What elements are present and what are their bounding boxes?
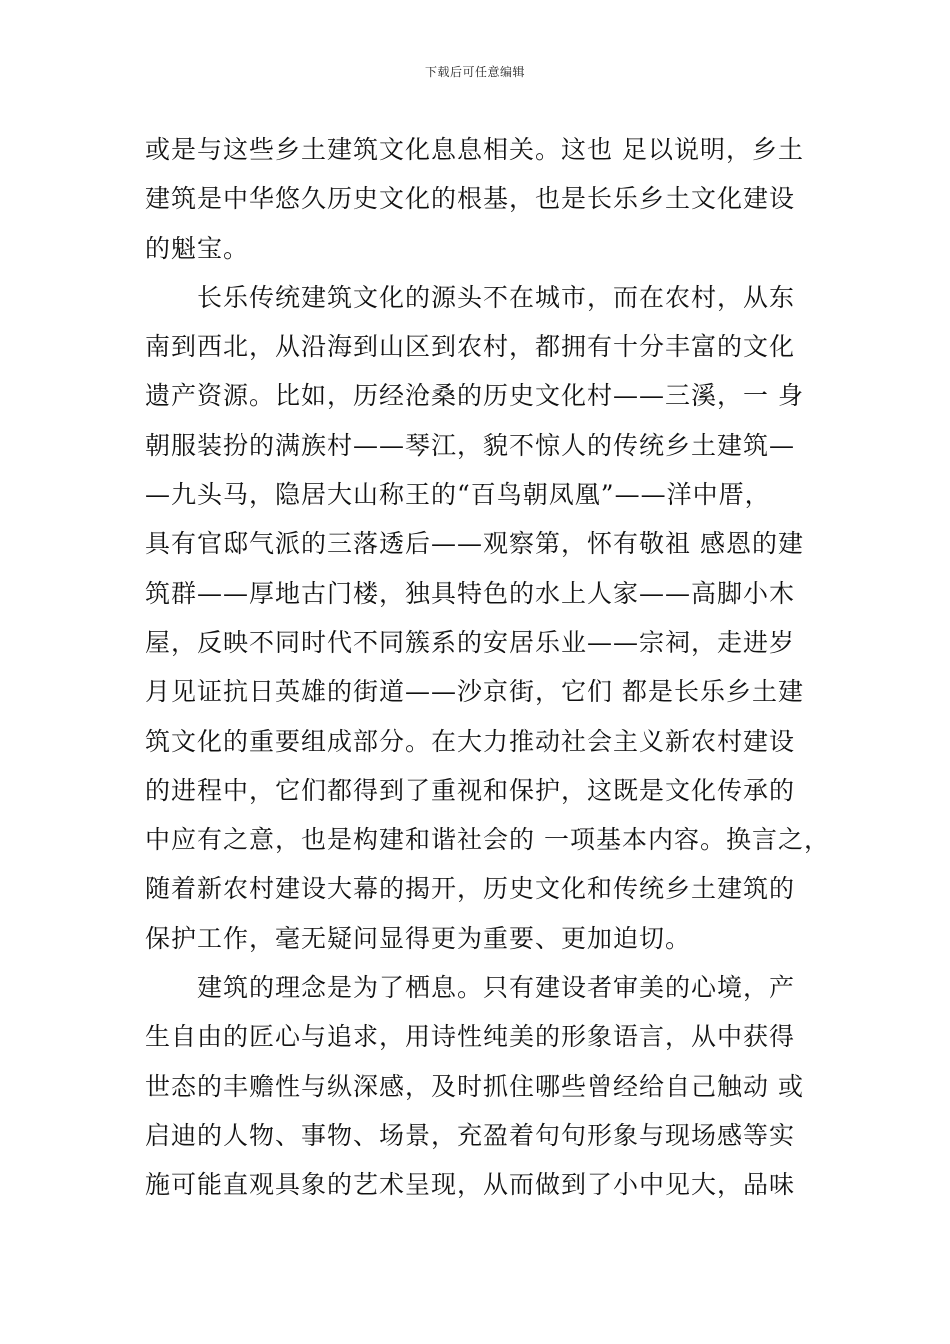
text-line: 南到西北，从沿海到山区到农村，都拥有十分丰富的文化 [145,332,796,362]
text-line: 月见证抗日英雄的街道——沙京街，它们 都是长乐乡土建 [145,677,804,707]
text-line: 朝服装扮的满族村——琴江，貌不惊人的传统乡土建筑— [145,430,796,460]
text-line: 遗产资源。比如，历经沧桑的历史文化村——三溪，一 身 [145,381,804,411]
text-line: 或是与这些乡土建筑文化息息相关。这也 足以说明，乡土 [145,135,804,164]
text-line: 建筑的理念是为了栖息。只有建设者审美的心境，产 [145,973,796,1003]
text-line: 保护工作，毫无疑问显得更为重要、更加迫切。 [145,923,692,953]
text-line: 生自由的匠心与追求，用诗性纯美的形象语言，从中获得 [145,1022,796,1052]
text-line: 建筑是中华悠久历史文化的根基，也是长乐乡土文化建设 [145,184,796,214]
text-line: 随着新农村建设大幕的揭开，历史文化和传统乡土建筑的 [145,874,796,904]
text-line: 筑文化的重要组成部分。在大力推动社会主义新农村建设 [145,726,796,756]
text-line: 施可能直观具象的艺术呈现，从而做到了小中见大，品味 [145,1170,796,1200]
body-text [145,125,835,1210]
text-line: 筑群——厚地古门楼，独具特色的水上人家——高脚小木 [145,578,796,608]
page-header: 下载后可任意编辑 [424,65,525,79]
text-line: 启迪的人物、事物、场景，充盈着句句形象与现场感等实 [145,1120,796,1150]
text-line: —九头马，隐居大山称王的“百鸟朝凤凰”——洋中厝， [145,480,771,510]
text-line: 的魁宝。 [145,233,250,263]
text-line: 长乐传统建筑文化的源头不在城市，而在农村，从东 [145,282,796,312]
text-line: 世态的丰赡性与纵深感，及时抓住哪些曾经给自己触动 或 [145,1071,804,1101]
text-line: 的进程中，它们都得到了重视和保护，这既是文化传承的 [145,775,796,805]
text-line: 具有官邸气派的三落透后——观察第，怀有敬祖 感恩的建 [145,529,804,559]
text-line: 屋，反映不同时代不同簇系的安居乐业——宗祠，走进岁 [145,627,796,657]
text-line: 中应有之意，也是构建和谐社会的 一项基本内容。换言之， [145,825,830,855]
